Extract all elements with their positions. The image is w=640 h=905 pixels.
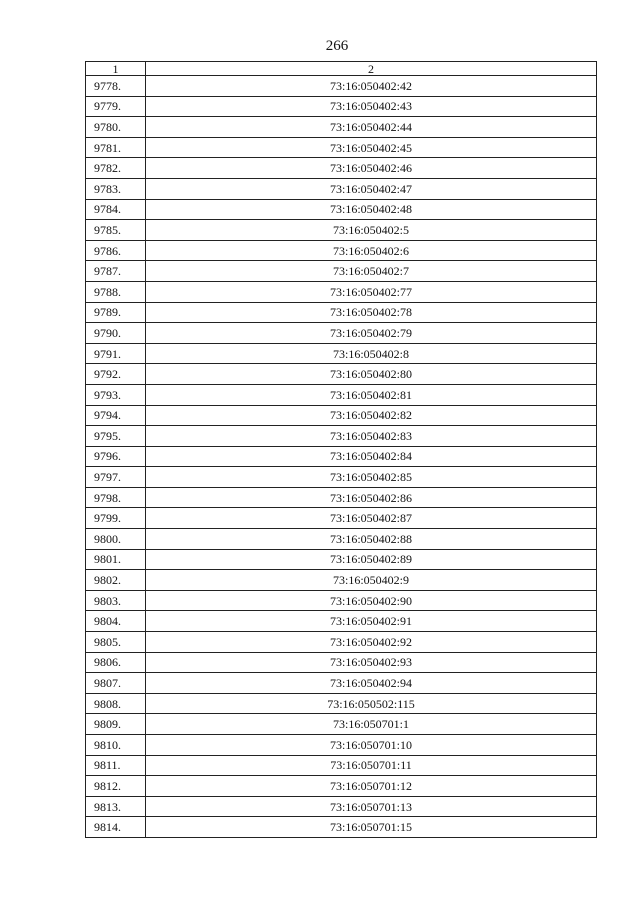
table-row — [86, 220, 597, 241]
table-row — [86, 755, 597, 776]
row-number-cell: 9813. — [86, 796, 146, 817]
row-number-cell: 9809. — [86, 714, 146, 735]
cadastral-number-cell: 73:16:050402:43 — [146, 96, 597, 117]
row-number-cell: 9789. — [86, 302, 146, 323]
cadastral-number-cell: 73:16:050402:78 — [146, 302, 597, 323]
table-row — [86, 199, 597, 220]
row-number-cell: 9807. — [86, 673, 146, 694]
row-number-cell: 9801. — [86, 549, 146, 570]
table-row — [86, 323, 597, 344]
cadastral-number-cell: 73:16:050402:88 — [146, 529, 597, 550]
table-row — [86, 487, 597, 508]
column-header-cadastral-number: 2 — [146, 62, 597, 76]
table-row — [86, 137, 597, 158]
table-row — [86, 302, 597, 323]
row-number-cell: 9784. — [86, 199, 146, 220]
row-number-cell: 9802. — [86, 570, 146, 591]
row-number-cell: 9778. — [86, 76, 146, 97]
cadastral-number-cell: 73:16:050402:44 — [146, 117, 597, 138]
table-row — [86, 673, 597, 694]
table-row — [86, 570, 597, 591]
cadastral-number-cell: 73:16:050402:7 — [146, 261, 597, 282]
cadastral-number-cell: 73:16:050402:80 — [146, 364, 597, 385]
table-row — [86, 467, 597, 488]
row-number-cell: 9780. — [86, 117, 146, 138]
table-row — [86, 281, 597, 302]
row-number-cell: 9783. — [86, 178, 146, 199]
cadastral-number-cell: 73:16:050402:93 — [146, 652, 597, 673]
row-number-cell: 9811. — [86, 755, 146, 776]
cadastral-number-cell: 73:16:050402:47 — [146, 178, 597, 199]
row-number-cell: 9806. — [86, 652, 146, 673]
table-row — [86, 426, 597, 447]
cadastral-number-cell: 73:16:050402:92 — [146, 632, 597, 653]
table-row — [86, 405, 597, 426]
table-row — [86, 178, 597, 199]
row-number-cell: 9796. — [86, 446, 146, 467]
row-number-cell: 9799. — [86, 508, 146, 529]
row-number-cell: 9814. — [86, 817, 146, 838]
table-row — [86, 364, 597, 385]
cadastral-number-cell: 73:16:050701:15 — [146, 817, 597, 838]
cadastral-number-cell: 73:16:050402:82 — [146, 405, 597, 426]
registry-table — [85, 61, 597, 838]
row-number-cell: 9795. — [86, 426, 146, 447]
row-number-cell: 9805. — [86, 632, 146, 653]
cadastral-number-cell: 73:16:050402:46 — [146, 158, 597, 179]
row-number-cell: 9791. — [86, 343, 146, 364]
table-row — [86, 117, 597, 138]
cadastral-number-cell: 73:16:050402:42 — [146, 76, 597, 97]
row-number-cell: 9787. — [86, 261, 146, 282]
row-number-cell: 9786. — [86, 240, 146, 261]
cadastral-number-cell: 73:16:050402:83 — [146, 426, 597, 447]
table-row — [86, 158, 597, 179]
row-number-cell: 9788. — [86, 281, 146, 302]
cadastral-number-cell: 73:16:050402:91 — [146, 611, 597, 632]
table-row — [86, 735, 597, 756]
cadastral-number-cell: 73:16:050402:84 — [146, 446, 597, 467]
table-row — [86, 446, 597, 467]
cadastral-number-cell: 73:16:050402:85 — [146, 467, 597, 488]
table-header-row — [86, 62, 597, 76]
table-row — [86, 817, 597, 838]
row-number-cell: 9798. — [86, 487, 146, 508]
table-row — [86, 76, 597, 97]
table-row — [86, 384, 597, 405]
table-row — [86, 652, 597, 673]
cadastral-number-cell: 73:16:050402:94 — [146, 673, 597, 694]
row-number-cell: 9804. — [86, 611, 146, 632]
row-number-cell: 9812. — [86, 776, 146, 797]
table-row — [86, 590, 597, 611]
row-number-cell: 9782. — [86, 158, 146, 179]
table-row — [86, 632, 597, 653]
table-row — [86, 343, 597, 364]
table-row — [86, 611, 597, 632]
cadastral-number-cell: 73:16:050701:10 — [146, 735, 597, 756]
cadastral-number-cell: 73:16:050701:12 — [146, 776, 597, 797]
row-number-cell: 9793. — [86, 384, 146, 405]
cadastral-number-cell: 73:16:050402:5 — [146, 220, 597, 241]
row-number-cell: 9785. — [86, 220, 146, 241]
table-row — [86, 508, 597, 529]
row-number-cell: 9781. — [86, 137, 146, 158]
table-row — [86, 714, 597, 735]
cadastral-number-cell: 73:16:050402:86 — [146, 487, 597, 508]
cadastral-number-cell: 73:16:050402:90 — [146, 590, 597, 611]
table-row — [86, 693, 597, 714]
cadastral-number-cell: 73:16:050402:48 — [146, 199, 597, 220]
cadastral-number-cell: 73:16:050701:11 — [146, 755, 597, 776]
cadastral-number-cell: 73:16:050402:89 — [146, 549, 597, 570]
cadastral-number-cell: 73:16:050701:1 — [146, 714, 597, 735]
row-number-cell: 9800. — [86, 529, 146, 550]
row-number-cell: 9790. — [86, 323, 146, 344]
cadastral-number-cell: 73:16:050502:115 — [146, 693, 597, 714]
cadastral-number-cell: 73:16:050402:6 — [146, 240, 597, 261]
page-number: 266 — [325, 38, 349, 54]
table-row — [86, 549, 597, 570]
row-number-cell: 9810. — [86, 735, 146, 756]
cadastral-number-cell: 73:16:050701:13 — [146, 796, 597, 817]
table-body — [86, 76, 597, 838]
row-number-cell: 9779. — [86, 96, 146, 117]
row-number-cell: 9797. — [86, 467, 146, 488]
table-row — [86, 529, 597, 550]
row-number-cell: 9808. — [86, 693, 146, 714]
column-header-number: 1 — [86, 62, 146, 76]
table-row — [86, 776, 597, 797]
row-number-cell: 9803. — [86, 590, 146, 611]
cadastral-number-cell: 73:16:050402:8 — [146, 343, 597, 364]
cadastral-number-cell: 73:16:050402:81 — [146, 384, 597, 405]
table-row — [86, 96, 597, 117]
table-row — [86, 240, 597, 261]
cadastral-number-cell: 73:16:050402:79 — [146, 323, 597, 344]
cadastral-number-cell: 73:16:050402:9 — [146, 570, 597, 591]
table-row — [86, 796, 597, 817]
cadastral-number-cell: 73:16:050402:45 — [146, 137, 597, 158]
cadastral-number-cell: 73:16:050402:77 — [146, 281, 597, 302]
row-number-cell: 9792. — [86, 364, 146, 385]
cadastral-number-cell: 73:16:050402:87 — [146, 508, 597, 529]
row-number-cell: 9794. — [86, 405, 146, 426]
table-row — [86, 261, 597, 282]
